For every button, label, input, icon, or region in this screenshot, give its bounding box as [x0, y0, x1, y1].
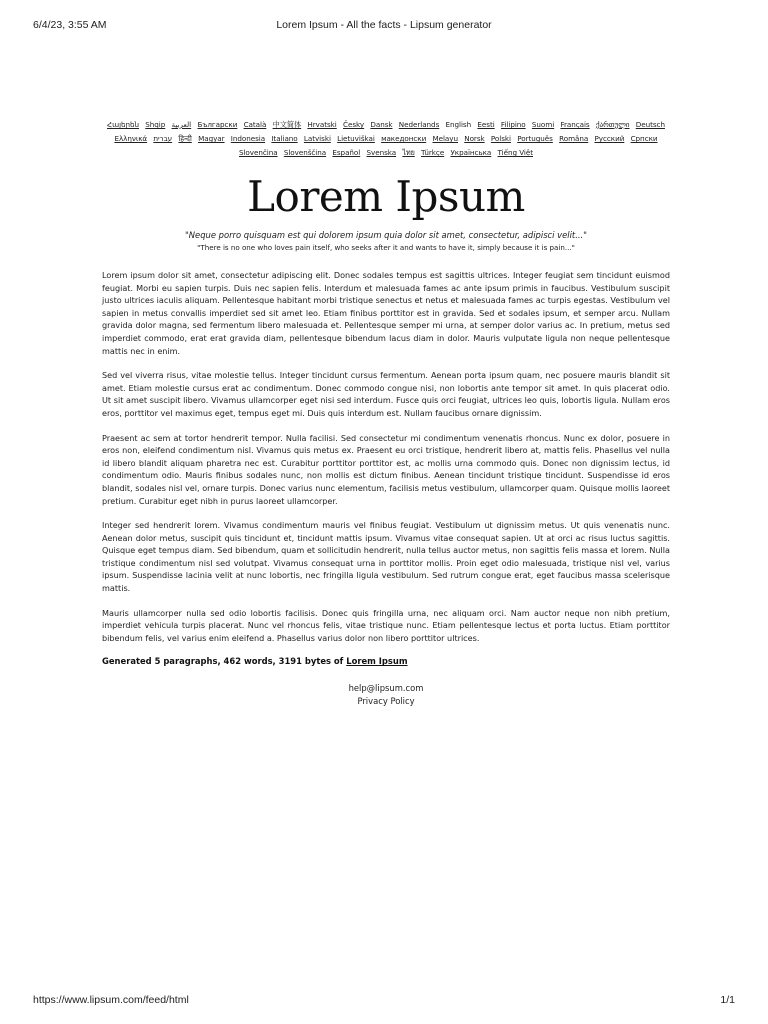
language-link[interactable]: Lietuviškai — [337, 134, 375, 143]
language-link[interactable]: Latviski — [303, 134, 331, 143]
privacy-policy-link[interactable]: Privacy Policy — [357, 696, 415, 707]
language-link[interactable]: Indonesia — [230, 134, 266, 143]
english-quote: "There is no one who loves pain itself, who seeks after it and wants to have it, simply because it is pain..." — [197, 243, 575, 252]
language-link[interactable]: Dansk — [370, 120, 393, 129]
language-link[interactable]: Português — [517, 134, 553, 143]
language-link[interactable]: Filipino — [500, 120, 526, 129]
lorem-ipsum-link[interactable]: Lorem Ipsum — [346, 656, 408, 667]
print-page-title: Lorem Ipsum - All the facts - Lipsum generator — [276, 19, 492, 31]
generated-summary — [102, 656, 670, 666]
contact-email[interactable]: help@lipsum.com — [348, 683, 424, 694]
print-datetime: 6/4/23, 3:55 AM — [33, 19, 107, 31]
language-link[interactable]: Suomi — [531, 120, 555, 129]
language-link[interactable]: Türkçe — [421, 148, 445, 157]
paragraph: Mauris ullamcorper nulla sed odio lobortis facilisis. Donec quis fringilla urna, nec aliquam orci. Nam auctor neque non nibh pretium, imperdiet vehicula turpis placerat. Nunc vel rhoncus felis, vitae tristique nunc. Etiam pellentesque lectus et porta luctus. Etiam porttitor bibendum felis, vel varius enim eleifend a. Phasellus varius dolor non libero porttitor ultrices. — [102, 607, 670, 643]
language-link[interactable]: ქართული — [595, 120, 630, 129]
language-link[interactable]: Česky — [343, 120, 365, 129]
language-link[interactable]: العربية — [171, 120, 192, 129]
language-link[interactable]: Slovenščina — [283, 148, 327, 157]
latin-quote: "Neque porro quisquam est qui dolorem ipsum quia dolor sit amet, consectetur, adipisci velit..." — [184, 230, 588, 240]
print-url: https://www.lipsum.com/feed/html — [33, 994, 189, 1006]
page-content — [102, 118, 670, 708]
lipsum-text — [102, 269, 670, 644]
language-link[interactable]: Français — [560, 120, 590, 129]
language-link[interactable]: Norsk — [464, 134, 485, 143]
language-link[interactable]: македонски — [381, 134, 427, 143]
paragraph: Lorem ipsum dolor sit amet, consectetur adipiscing elit. Donec sodales tempus est sagittis ultrices. Integer feugiat sem tincidunt euismod feugiat. Morbi eu sapien turpis. Duis nec sapien felis. Interdum et malesuada fames ac ante ipsum primis in faucibus. Vestibulum suscipit justo ultrices iaculis aliquam. Pellentesque habitant morbi tristique senectus et netus et malesuada fames ac turpis egestas. Vestibulum vel sapien in metus convallis imperdiet sed sit amet leo. Etiam finibus porttitor est in gravida. Sed et sodales ipsum, et semper arcu. Nullam gravida dolor magna, sed fermentum libero malesuada et. Pellentesque semper mi urna, at semper dolor varius ac. In pretium, metus sed imperdiet commodo, erat erat gravida diam, pellentesque bibendum lacus diam in dolor. Mauris vulputate ligula non neque pellentesque mattis nec in enim. — [102, 270, 670, 356]
language-link[interactable]: हिन्दी — [178, 134, 192, 143]
language-link[interactable]: Svenska — [366, 148, 397, 157]
language-link[interactable]: 中文简体 — [272, 120, 302, 129]
site-logo: Lorem Ipsum — [247, 172, 525, 221]
language-link[interactable]: Ελληνικά — [114, 134, 148, 143]
paragraph: Integer sed hendrerit lorem. Vivamus condimentum mauris vel finibus feugiat. Vestibulum ut dignissim metus. Ut quis venenatis nunc. Aenean dolor metus, suscipit quis tincidunt et, tincidunt mattis ipsum. Vivamus vitae consequat sapien. Ut at orci ac risus luctus sagittis. Quisque eget tempus diam. Sed bibendum, quam et sollicitudin hendrerit, nulla tellus auctor metus, non sagittis felis massa et lorem. Nulla tristique condimentum nisl sed volutpat. Vivamus consequat urna in porttitor mollis. Proin eget odio malesuada, tristique nisl vel, varius ipsum. Suspendisse lacinia velit at nunc lobortis, nec fringilla ligula vestibulum. Sed rutrum congue erat, eget faucibus massa scelerisque mattis. — [102, 520, 670, 594]
language-link[interactable]: Deutsch — [635, 120, 665, 129]
print-footer — [0, 990, 768, 1010]
language-link[interactable]: Italiano — [271, 134, 298, 143]
language-link[interactable]: Pyccкий — [594, 134, 625, 143]
language-link[interactable]: Polski — [490, 134, 511, 143]
language-link[interactable]: ไทย — [402, 148, 415, 157]
paragraph: Praesent ac sem at tortor hendrerit tempor. Nulla facilisi. Sed consectetur mi condimentum venenatis rhoncus. Nunc ex dolor, posuere in eros non, eleifend condimentum nisl. Vivamus quis metus ex. Praesent eu orci tristique, hendrerit libero at, mattis felis. Phasellus vel nulla id libero blandit aliquam pharetra nec est. Curabitur porttitor porttitor est, ac mollis urna commodo quis. Donec non dignissim lectus, id condimentum odio. Mauris finibus sodales nunc, non mollis est dictum finibus. Aenean tincidunt tristique tincidunt. Suspendisse id eros blandit, sodales nisl vel, ornare turpis. Donec varius nunc elementum, facilisis metus vestibulum, ullamcorper quam. Quisque mollis laoreet pretium. Curabitur eget nibh in purus laoreet ullamcorper. — [102, 432, 670, 506]
language-link[interactable]: Magyar — [198, 134, 225, 143]
paragraph: Sed vel viverra risus, vitae molestie tellus. Integer tincidunt cursus fermentum. Aenean porta ipsum quam, nec posuere mauris blandit sit amet. Etiam molestie cursus erat ac condimentum. Donec commodo congue nisi, non lobortis ante tempor sit amet. In quis placerat odio. Ut sit amet suscipit libero. Vivamus ullamcorper eget nisi sed interdum. Fusce quis orci feugiat, ultrices leo quis, lobortis ligula. Nullam eros eros, porttitor vel maximus eget, tempus eget mi. Duis quis interdum est. Nullam faucibus ornare dignissim. — [102, 370, 670, 418]
language-link[interactable]: Български — [197, 120, 238, 129]
language-link[interactable]: Eesti — [477, 120, 495, 129]
language-link[interactable]: Shqip — [145, 120, 166, 129]
language-link[interactable]: Româna — [559, 134, 589, 143]
language-link[interactable]: Català — [243, 120, 267, 129]
print-page-number: 1/1 — [720, 994, 735, 1006]
generated-summary-text: Generated 5 paragraphs, 462 words, 3191 bytes of — [102, 656, 347, 667]
contact-block — [102, 682, 670, 708]
language-link: English — [445, 120, 472, 129]
language-link[interactable]: Melayu — [432, 134, 458, 143]
language-link[interactable]: Slovenčina — [238, 148, 278, 157]
language-link[interactable]: Tiếng Việt — [497, 148, 534, 157]
language-link[interactable]: Українська — [450, 148, 492, 157]
language-link[interactable]: Hrvatski — [307, 120, 337, 129]
language-link[interactable]: Español — [332, 148, 361, 157]
language-link[interactable]: Հայերեն — [107, 120, 140, 129]
language-link[interactable]: Српски — [630, 134, 658, 143]
language-link[interactable]: עברית — [153, 134, 173, 143]
print-header — [0, 0, 768, 36]
language-link[interactable]: Nederlands — [398, 120, 440, 129]
language-selector — [102, 118, 670, 160]
